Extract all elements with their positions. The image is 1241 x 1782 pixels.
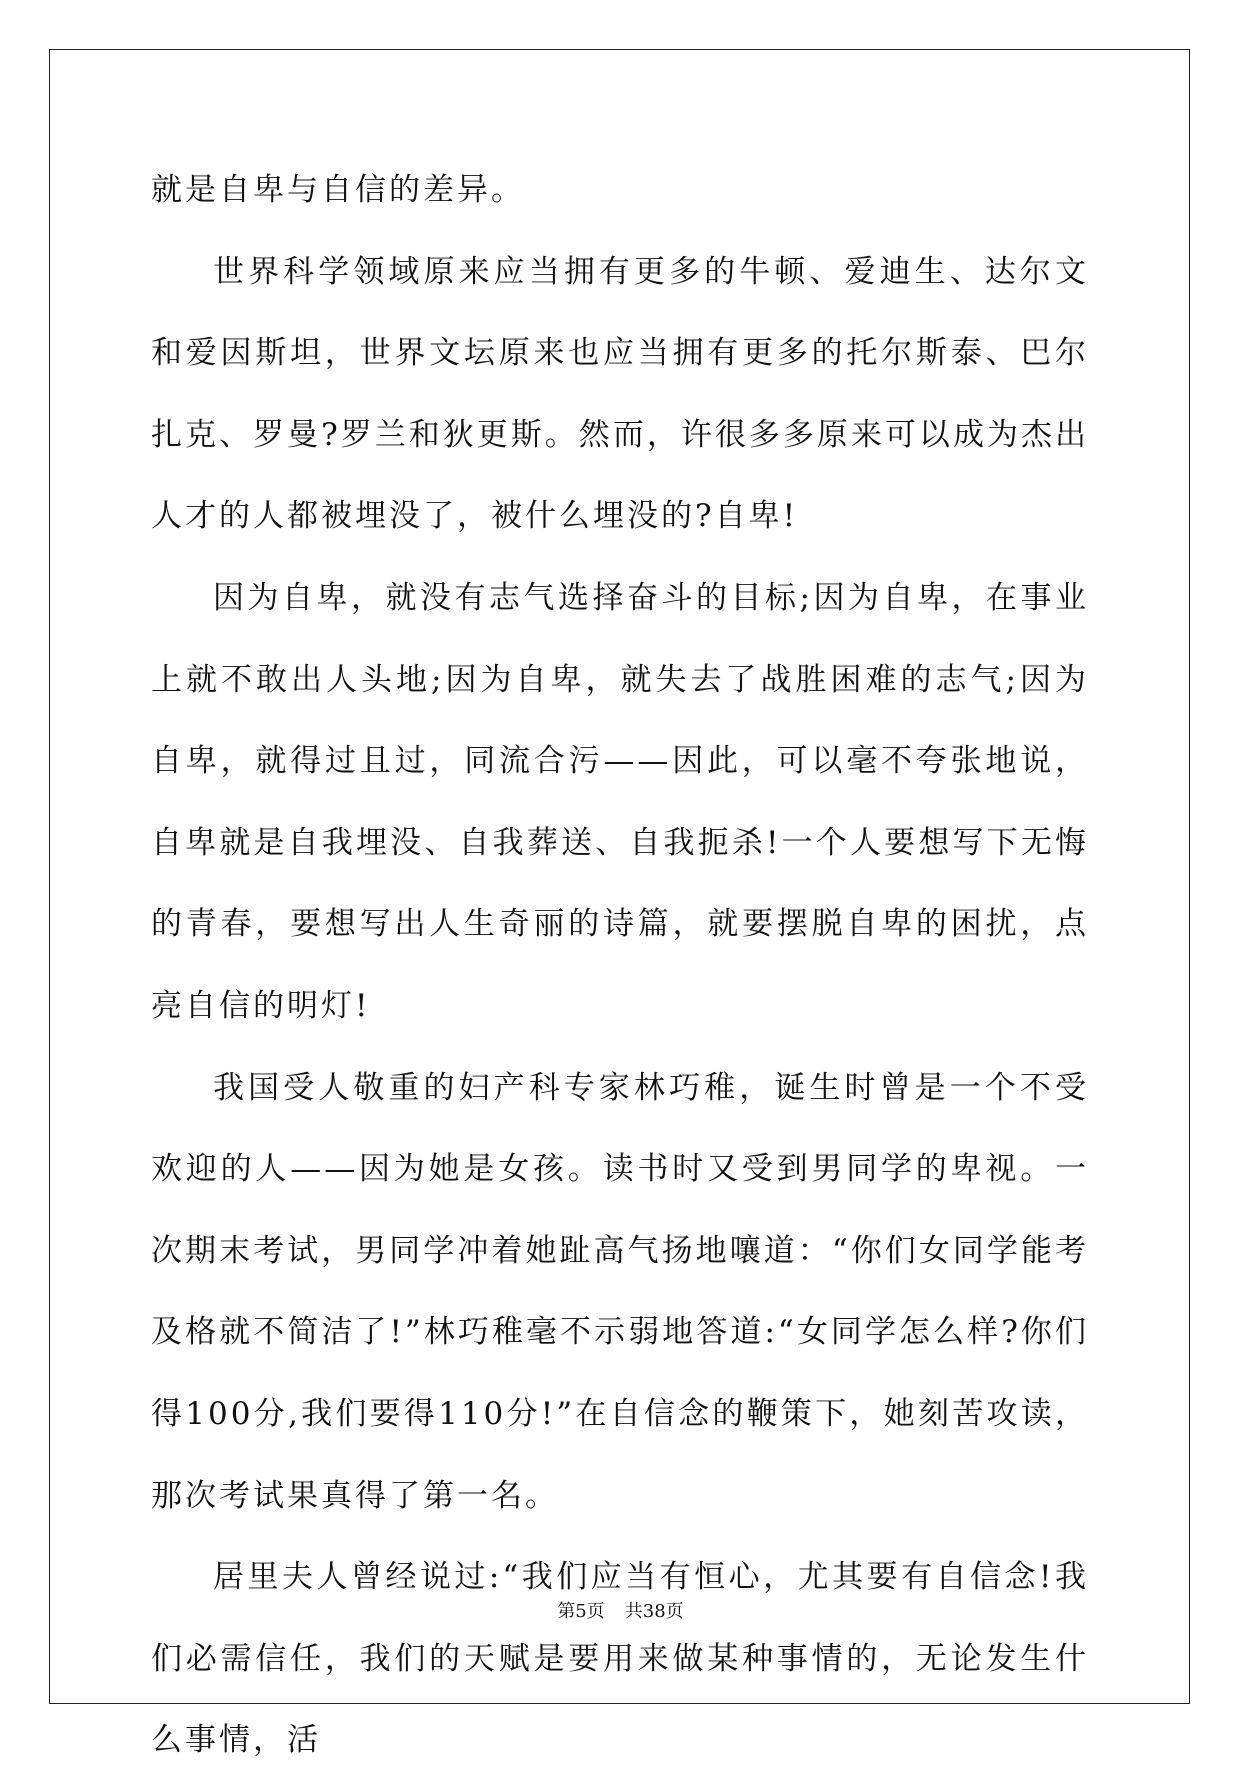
paragraph-1: 就是自卑与自信的差异。: [151, 172, 525, 208]
page-total: 共38页: [624, 1601, 684, 1622]
paragraph-3: 因为自卑，就没有志气选择奋斗的目标;因为自卑，在事业上就不敢出人头地;因为自卑，就失去了战胜困难的志气;因为自卑，就得过且过，同流合污——因此，可以毫不夸张地说，自卑就是自我埋没、自我葬送、自我扼杀!一个人要想写下无悔的青春，要想写出人生奇丽的诗篇，就要摆脱自卑的困扰，点亮自信的明灯!: [151, 579, 1089, 1024]
document-body: [151, 150, 1089, 1782]
page-footer: [0, 1597, 1241, 1623]
paragraph-4: 我国受人敬重的妇产科专家林巧稚，诞生时曾是一个不受欢迎的人——因为她是女孩。读书时又受到男同学的卑视。一次期末考试，男同学冲着她趾高气扬地嚷道：“你们女同学能考及格就不简洁了!”林巧稚毫不示弱地答道:“女同学怎么样?你们得100分,我们要得110分!”在自信念的鞭策下，她刻苦攻读，那次考试果真得了第一名。: [151, 1069, 1089, 1514]
page-number: 第5页: [557, 1601, 605, 1622]
paragraph-5: 居里夫人曾经说过:“我们应当有恒心，尤其要有自信念!我们必需信任，我们的天赋是要用来做某种事情的，无论发生什么事情，活: [151, 1559, 1089, 1759]
paragraph-2: 世界科学领域原来应当拥有更多的牛顿、爱迪生、达尔文和爱因斯坦，世界文坛原来也应当拥有更多的托尔斯泰、巴尔扎克、罗曼?罗兰和狄更斯。然而，许很多多原来可以成为杰出人才的人都被埋没了，被什么埋没的?自卑!: [151, 253, 1089, 535]
